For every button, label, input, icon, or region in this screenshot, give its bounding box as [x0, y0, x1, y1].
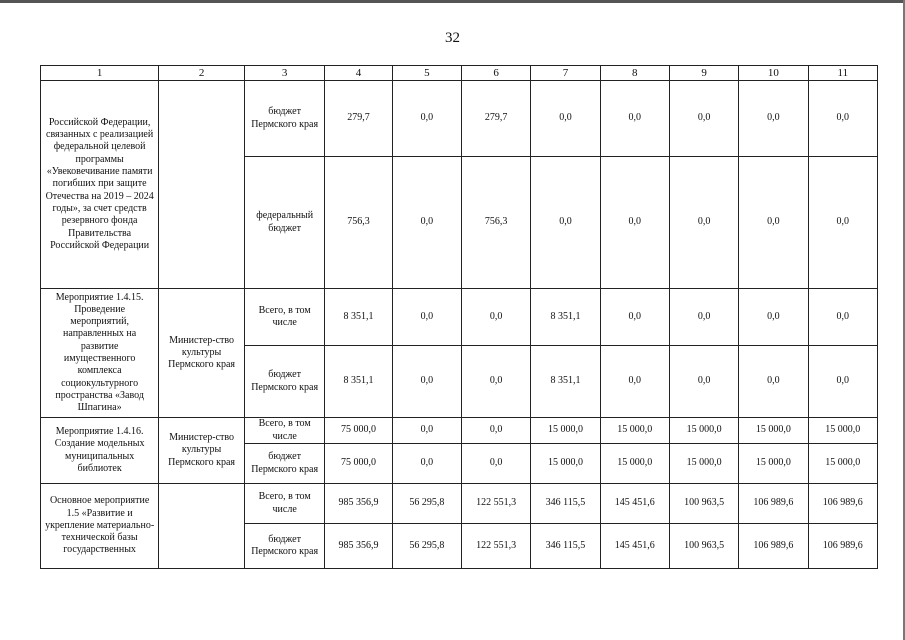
value-cell: 0,0 — [739, 346, 808, 418]
value-cell: 122 551,3 — [462, 524, 531, 569]
value-cell: 0,0 — [739, 81, 808, 157]
funding-source: федеральный бюджет — [244, 157, 325, 289]
value-cell: 15 000,0 — [531, 444, 600, 484]
column-header-5: 5 — [392, 66, 461, 81]
table-row — [41, 81, 878, 157]
value-cell: 0,0 — [462, 289, 531, 346]
value-cell: 106 989,6 — [739, 484, 808, 524]
value-cell: 279,7 — [462, 81, 531, 157]
funding-source: Всего, в том числе — [244, 484, 325, 524]
funding-source: бюджет Пермского края — [244, 81, 325, 157]
value-cell: 756,3 — [325, 157, 392, 289]
value-cell: 106 989,6 — [739, 524, 808, 569]
table-row — [41, 418, 878, 444]
activity-name: Основное мероприятие 1.5 «Развитие и укрепление материально-технической базы государственных — [41, 484, 159, 569]
value-cell: 985 356,9 — [325, 484, 392, 524]
value-cell: 15 000,0 — [808, 418, 877, 444]
value-cell: 100 963,5 — [669, 524, 738, 569]
value-cell: 279,7 — [325, 81, 392, 157]
column-header-10: 10 — [739, 66, 808, 81]
page-number: 32 — [445, 30, 460, 46]
value-cell: 0,0 — [392, 157, 461, 289]
value-cell: 56 295,8 — [392, 524, 461, 569]
activity-name: Российской Федерации, связанных с реализацией федеральной целевой программы «Увековечивание памяти погибших при защите Отечества на 2019 – 2024 годы», за счет средств резервного фонда Правительства Российской Федерации — [41, 81, 159, 289]
value-cell: 75 000,0 — [325, 444, 392, 484]
value-cell: 0,0 — [462, 346, 531, 418]
value-cell: 0,0 — [600, 157, 669, 289]
value-cell: 0,0 — [531, 81, 600, 157]
table-row — [41, 289, 878, 346]
value-cell: 8 351,1 — [325, 289, 392, 346]
activity-name: Мероприятие 1.4.15. Проведение мероприятий, направленных на развитие имущественного комплекса социокультурного пространства «Завод Шпагина» — [41, 289, 159, 418]
value-cell: 0,0 — [462, 444, 531, 484]
value-cell: 100 963,5 — [669, 484, 738, 524]
column-header-8: 8 — [600, 66, 669, 81]
value-cell: 346 115,5 — [531, 484, 600, 524]
table-row — [41, 484, 878, 524]
funding-source: Всего, в том числе — [244, 289, 325, 346]
value-cell: 122 551,3 — [462, 484, 531, 524]
activity-name: Мероприятие 1.4.16. Создание модельных муниципальных библиотек — [41, 418, 159, 484]
value-cell: 15 000,0 — [600, 444, 669, 484]
scan-edge-top — [0, 0, 905, 3]
value-cell: 0,0 — [669, 346, 738, 418]
value-cell: 0,0 — [392, 289, 461, 346]
value-cell: 106 989,6 — [808, 484, 877, 524]
value-cell: 15 000,0 — [669, 418, 738, 444]
value-cell: 0,0 — [669, 289, 738, 346]
executor: Министер-ство культуры Пермского края — [159, 289, 245, 418]
value-cell: 0,0 — [739, 157, 808, 289]
value-cell: 0,0 — [808, 289, 877, 346]
funding-source: бюджет Пермского края — [244, 346, 325, 418]
value-cell: 106 989,6 — [808, 524, 877, 569]
value-cell: 8 351,1 — [325, 346, 392, 418]
value-cell: 985 356,9 — [325, 524, 392, 569]
value-cell: 75 000,0 — [325, 418, 392, 444]
budget-table — [40, 65, 878, 569]
value-cell: 15 000,0 — [600, 418, 669, 444]
column-number-row — [41, 66, 878, 81]
column-header-4: 4 — [325, 66, 392, 81]
value-cell: 0,0 — [808, 81, 877, 157]
value-cell: 8 351,1 — [531, 289, 600, 346]
column-header-9: 9 — [669, 66, 738, 81]
executor — [159, 484, 245, 569]
column-header-2: 2 — [159, 66, 245, 81]
funding-source: бюджет Пермского края — [244, 524, 325, 569]
value-cell: 0,0 — [462, 418, 531, 444]
value-cell: 0,0 — [808, 157, 877, 289]
value-cell: 0,0 — [531, 157, 600, 289]
value-cell: 0,0 — [392, 418, 461, 444]
column-header-11: 11 — [808, 66, 877, 81]
value-cell: 8 351,1 — [531, 346, 600, 418]
column-header-7: 7 — [531, 66, 600, 81]
value-cell: 756,3 — [462, 157, 531, 289]
value-cell: 0,0 — [600, 346, 669, 418]
value-cell: 0,0 — [392, 444, 461, 484]
value-cell: 0,0 — [392, 346, 461, 418]
value-cell: 0,0 — [669, 157, 738, 289]
column-header-6: 6 — [462, 66, 531, 81]
column-header-3: 3 — [244, 66, 325, 81]
value-cell: 0,0 — [600, 289, 669, 346]
value-cell: 145 451,6 — [600, 484, 669, 524]
value-cell: 346 115,5 — [531, 524, 600, 569]
value-cell: 15 000,0 — [739, 418, 808, 444]
column-header-1: 1 — [41, 66, 159, 81]
executor — [159, 81, 245, 289]
funding-source: Всего, в том числе — [244, 418, 325, 444]
executor: Министер-ство культуры Пермского края — [159, 418, 245, 484]
value-cell: 15 000,0 — [531, 418, 600, 444]
table-header — [41, 66, 878, 81]
value-cell: 15 000,0 — [669, 444, 738, 484]
value-cell: 15 000,0 — [739, 444, 808, 484]
value-cell: 15 000,0 — [808, 444, 877, 484]
value-cell: 145 451,6 — [600, 524, 669, 569]
value-cell: 0,0 — [600, 81, 669, 157]
value-cell: 56 295,8 — [392, 484, 461, 524]
funding-source: бюджет Пермского края — [244, 444, 325, 484]
value-cell: 0,0 — [739, 289, 808, 346]
value-cell: 0,0 — [392, 81, 461, 157]
value-cell: 0,0 — [808, 346, 877, 418]
value-cell: 0,0 — [669, 81, 738, 157]
